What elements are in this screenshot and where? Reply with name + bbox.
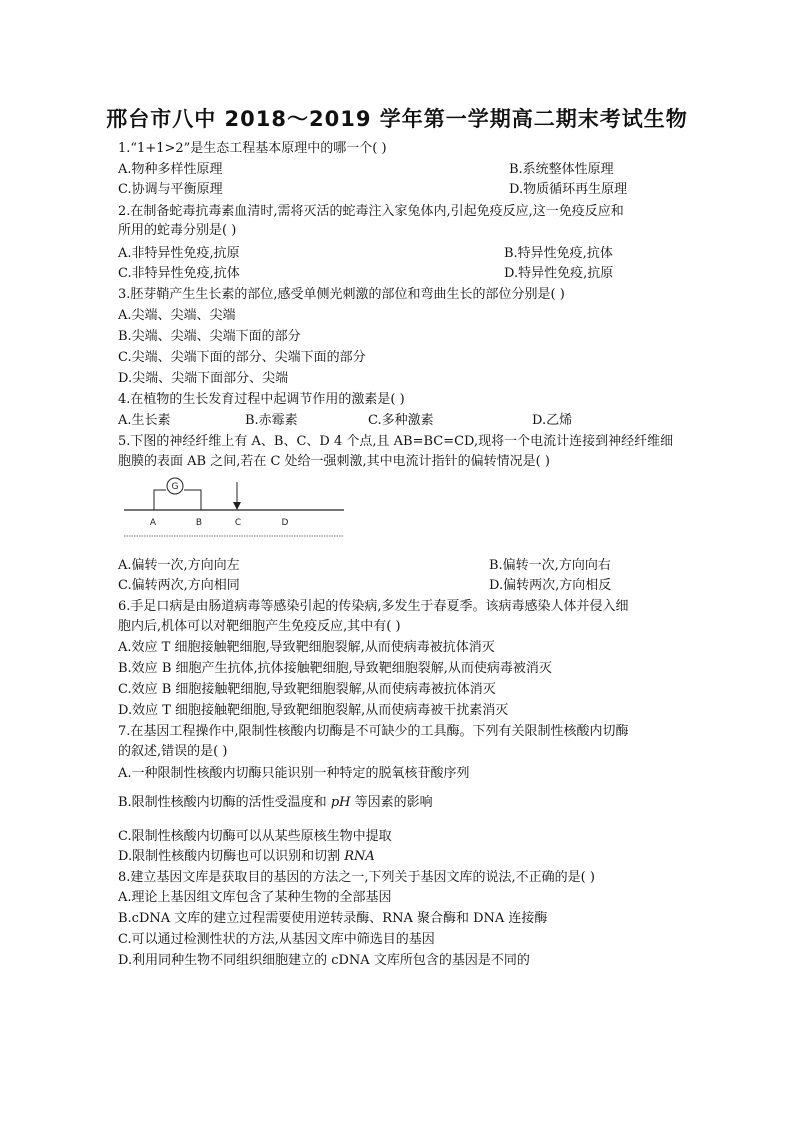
- question-2-option-a: A.非特异性免疫,抗原: [118, 246, 240, 261]
- point-label-d: D: [281, 518, 289, 528]
- question-6-option-d: D.效应 T 细胞接触靶细胞,导致靶细胞裂解,从而使病毒被干扰素消灭: [118, 703, 509, 718]
- point-label-a: A: [149, 518, 157, 528]
- question-7-option-d-rna: RNA: [344, 849, 375, 864]
- question-5-stem-line1: 5.下图的神经纤维上有 A、B、C、D 4 个点,且 AB=BC=CD,现将一个电流计连接到神经纤维细: [118, 434, 674, 449]
- question-1-option-b: B.系统整体性原理: [509, 162, 614, 177]
- question-7-option-c: C.限制性核酸内切酶可以从某些原核生物中提取: [118, 829, 392, 844]
- question-8-option-d: D.利用同种生物不同组织细胞建立的 cDNA 文库所包含的基因是不同的: [118, 953, 530, 968]
- question-7-stem-line2: 的叙述,错误的是( ): [118, 744, 228, 759]
- stimulus-arrow-head: [233, 502, 241, 510]
- question-4-option-c: C.多种激素: [368, 413, 434, 428]
- question-7-option-d: [118, 847, 375, 866]
- question-6-option-c: C.效应 B 细胞接触靶细胞,导致靶细胞裂解,从而使病毒被抗体消灭: [118, 682, 496, 697]
- question-1-option-d: D.物质循环再生原理: [509, 182, 628, 197]
- question-5-stem-line2: 胞膜的表面 AB 之间,若在 C 处给一强刺激,其中电流计指针的偏转情况是( ): [118, 454, 550, 469]
- question-1-stem: 1.“1+1>2”是生态工程基本原理中的哪一个( ): [118, 141, 387, 156]
- question-6-stem-line2: 胞内后,机体可以对靶细胞产生免疫反应,其中有( ): [118, 619, 401, 634]
- question-1-option-c: C.协调与平衡原理: [118, 182, 223, 197]
- question-5-option-a: A.偏转一次,方向向左: [118, 558, 240, 573]
- question-2-stem-line2: 所用的蛇毒分别是( ): [118, 223, 237, 238]
- galvanometer-label: G: [171, 482, 179, 492]
- galvanometer-wire-right: [184, 490, 201, 510]
- question-5-option-d: D.偏转两次,方向相反: [489, 578, 612, 593]
- question-7-option-b-text: B.限制性核酸内切酶的活性受温度和: [118, 795, 327, 810]
- point-label-b: B: [195, 518, 203, 528]
- question-7-option-b-ph: pH: [330, 795, 351, 810]
- question-4-stem: 4.在植物的生长发育过程中起调节作用的激素是( ): [118, 392, 405, 407]
- question-4-option-a: A.生长素: [118, 413, 171, 428]
- question-7-option-a: A.一种限制性核酸内切酶只能识别一种特定的脱氧核苷酸序列: [118, 766, 470, 781]
- question-2-option-b: B.特异性免疫,抗体: [504, 246, 613, 261]
- question-5-option-c: C.偏转两次,方向相同: [118, 578, 240, 593]
- question-8-option-b: B.cDNA 文库的建立过程需要使用逆转录酶、RNA 聚合酶和 DNA 连接酶: [118, 911, 548, 926]
- question-8-option-a: A.理论上基因组文库包含了某种生物的全部基因: [118, 890, 392, 905]
- question-7-option-b-tail: 等因素的影响: [354, 795, 433, 810]
- question-2-stem-line1: 2.在制备蛇毒抗毒素血清时,需将灭活的蛇毒注入家兔体内,引起免疫反应,这一免疫反应和: [118, 204, 624, 219]
- question-3-option-c: C.尖端、尖端下面的部分、尖端下面的部分: [118, 350, 366, 365]
- question-3-stem: 3.胚芽鞘产生生长素的部位,感受单侧光刺激的部位和弯曲生长的部位分别是( ): [118, 287, 565, 302]
- point-label-c: C: [234, 518, 242, 528]
- question-2-option-d: D.特异性免疫,抗原: [504, 266, 614, 281]
- question-5-option-b: B.偏转一次,方向向右: [489, 558, 611, 573]
- question-8-option-c: C.可以通过检测性状的方法,从基因文库中筛选目的基因: [118, 932, 435, 947]
- exam-title: 邢台市八中 2018～2019 学年第一学期高二期末考试生物: [106, 107, 688, 131]
- question-3-option-a: A.尖端、尖端、尖端: [118, 308, 236, 323]
- question-7-option-b: [118, 793, 433, 812]
- question-4-option-b: B.赤霉素: [245, 413, 298, 428]
- nerve-fiber-diagram: [118, 472, 348, 542]
- question-4-option-d: D.乙烯: [532, 413, 573, 428]
- question-3-option-d: D.尖端、尖端下面部分、尖端: [118, 371, 289, 386]
- question-8-stem: 8.建立基因文库是获取目的基因的方法之一,下列关于基因文库的说法,不正确的是( ): [118, 870, 595, 885]
- galvanometer-wire-left: [154, 490, 166, 510]
- question-6-option-a: A.效应 T 细胞接触靶细胞,导致靶细胞裂解,从而使病毒被抗体消灭: [118, 640, 495, 655]
- question-3-option-b: B.尖端、尖端、尖端下面的部分: [118, 329, 301, 344]
- question-6-stem-line1: 6.手足口病是由肠道病毒等感染引起的传染病,多发生于春夏季。该病毒感染人体并侵入细: [118, 599, 629, 614]
- question-7-stem-line1: 7.在基因工程操作中,限制性核酸内切酶是不可缺少的工具酶。下列有关限制性核酸内切酶: [118, 724, 629, 739]
- question-1-option-a: A.物种多样性原理: [118, 162, 223, 177]
- question-7-option-d-text: D.限制性核酸内切酶也可以识别和切割: [118, 849, 341, 864]
- question-6-option-b: B.效应 B 细胞产生抗体,抗体接触靶细胞,导致靶细胞裂解,从而使病毒被消灭: [118, 661, 552, 676]
- question-2-option-c: C.非特异性免疫,抗体: [118, 266, 240, 281]
